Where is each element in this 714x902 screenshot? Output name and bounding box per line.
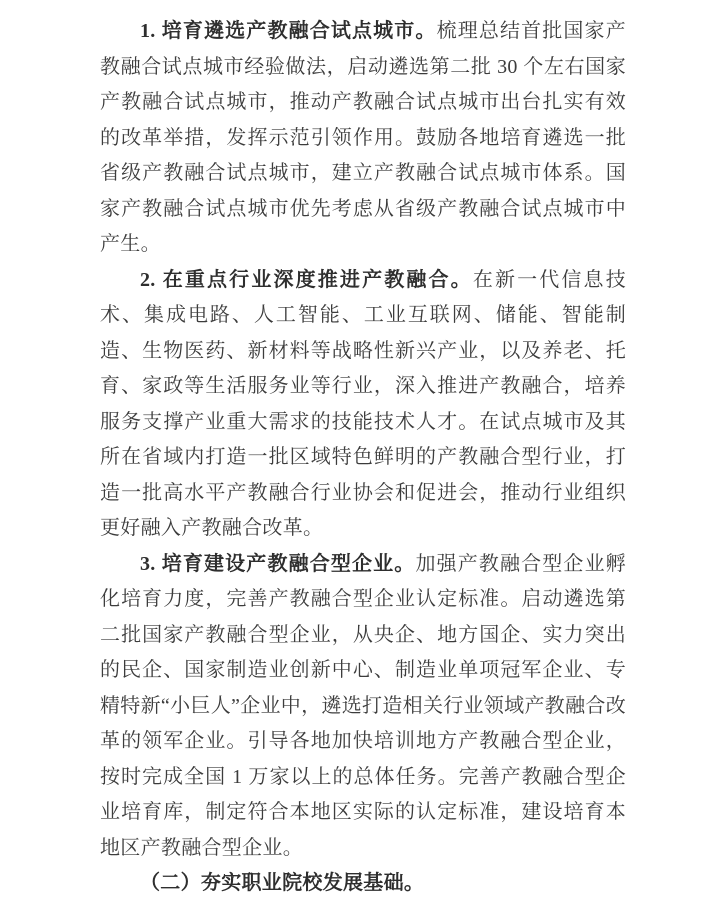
paragraph-key-industries-heading: 2. 在重点行业深度推进产教融合。 xyxy=(140,268,473,291)
paragraph-enterprises-body: 加强产教融合型企业孵化培育力度，完善产教融合型企业认定标准。启动遴选第二批国家产教融合型企业，从央企、地方国企、实力突出的民企、国家制造业创新中心、制造业单项冠军企业、专精特新“小巨人”企业中，遴选打造相关行业领域产教融合改革的领军企业。引导各地加快培训地方产教融合型企业，按时完成全国 1 万家以上的总体任务。完善产教融合型企业培育库，制定符合本地区实际的认定标准，建设培育本地区产教融合型企业。 xyxy=(100,552,627,859)
paragraph-pilot-cities-body: 梳理总结首批国家产教融合试点城市经验做法，启动遴选第二批 30 个左右国家产教融合试点城市，推动产教融合试点城市出台扎实有效的改革举措，发挥示范引领作用。鼓励各地培育遴选一批省级产教融合试点城市，建立产教融合试点城市体系。国家产教融合试点城市优先考虑从省级产教融合试点城市中产生。 xyxy=(100,20,626,255)
paragraph-key-industries-body: 在新一代信息技术、集成电路、人工智能、工业互联网、储能、智能制造、生物医药、新材料等战略性新兴产业，以及养老、托育、家政等生活服务业等行业，深入推进产教融合，培养服务支撑产业重大需求的技能技术人才。在试点城市及其所在省域内打造一批区域特色鲜明的产教融合型行业，打造一批高水平产教融合行业协会和促进会，推动行业组织更好融入产教融合改革。 xyxy=(100,268,626,539)
section-heading-vocational-schools xyxy=(100,866,626,902)
paragraph-pilot-cities-heading: 1. 培育遴选产教融合试点城市。 xyxy=(140,20,437,42)
section-heading-vocational-schools-text: （二）夯实职业院校发展基础。 xyxy=(140,872,425,894)
paragraph-key-industries xyxy=(100,263,626,547)
paragraph-enterprises-heading: 3. 培育建设产教融合型企业。 xyxy=(140,552,416,575)
paragraph-enterprises xyxy=(100,547,626,867)
paragraph-pilot-cities xyxy=(100,14,626,263)
